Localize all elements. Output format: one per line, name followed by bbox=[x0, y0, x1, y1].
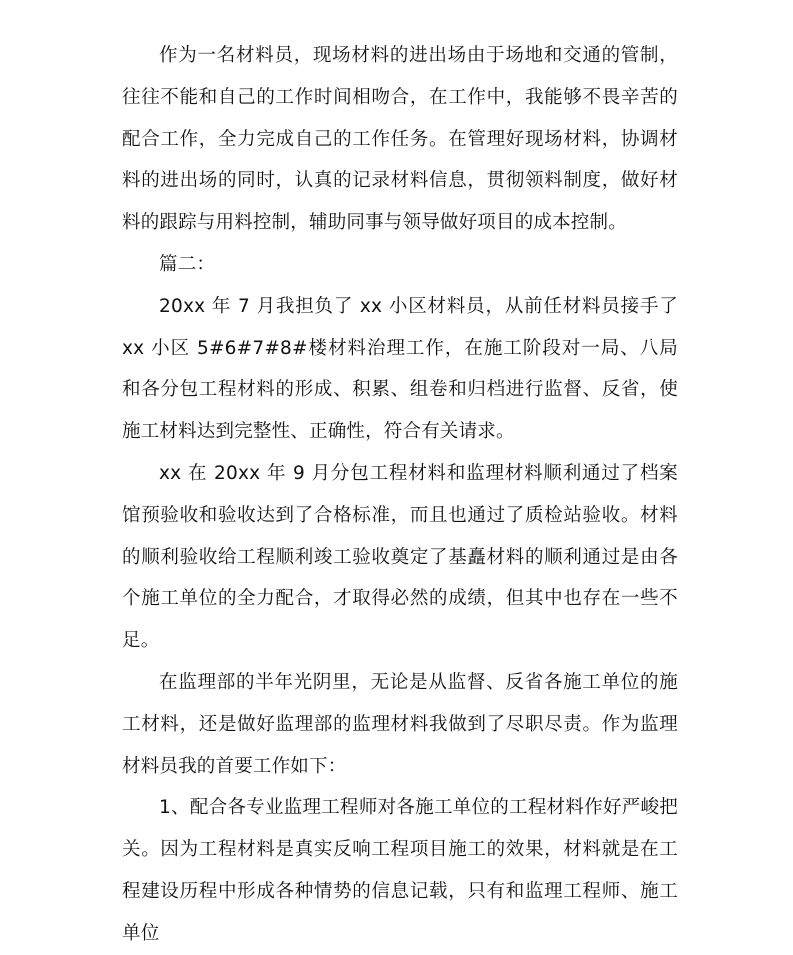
section-heading-part-two: 篇二： bbox=[159, 253, 216, 275]
paragraph-takeover: 20xx 年 7 月我担负了 xx 小区材料员，从前任材料员接手了 xx 小区 5#6#7#8#楼材料治理工作，在施工阶段对一局、八局和各分包工程材料的形成、积累、组卷和归档进行监督、反省，使施工材料达到完整性、正确性，符合有关请求。 bbox=[122, 295, 678, 443]
paragraph-material-clerk-duties: 作为一名材料员，现场材料的进出场由于场地和交通的管制，往往不能和自己的工作时间相吻合，在工作中，我能够不畏辛苦的配合工作，全力完成自己的工作任务。在管理好现场材料，协调材料的进出场的同时，认真的记录材料信息，贯彻领料制度，做好材料的跟踪与用料控制，辅助同事与领导做好项目的成本控制。 bbox=[122, 45, 678, 234]
document-body bbox=[122, 35, 678, 955]
paragraph-item-one: 1、配合各专业监理工程师对各施工单位的工程材料作好严峻把关。因为工程材料是真实反响工程项目施工的效果，材料就是在工程建设历程中形成各种情势的信息记载，只有和监理工程师、施工单位 bbox=[122, 797, 678, 944]
paragraph-acceptance: xx 在 20xx 年 9 月分包工程材料和监理材料顺利通过了档案馆预验收和验收达到了合格标准，而且也通过了质检站验收。材料的顺利验收给工程顺利竣工验收奠定了基矗材料的顺利通过是由各个施工单位的全力配合，才取得必然的成绩，但其中也存在一些不足。 bbox=[122, 462, 678, 652]
paragraph-supervision: 在监理部的半年光阴里，无论是从监督、反省各施工单位的施工材料，还是做好监理部的监理材料我做到了尽职尽责。作为监理材料员我的首要工作如下： bbox=[122, 671, 678, 777]
